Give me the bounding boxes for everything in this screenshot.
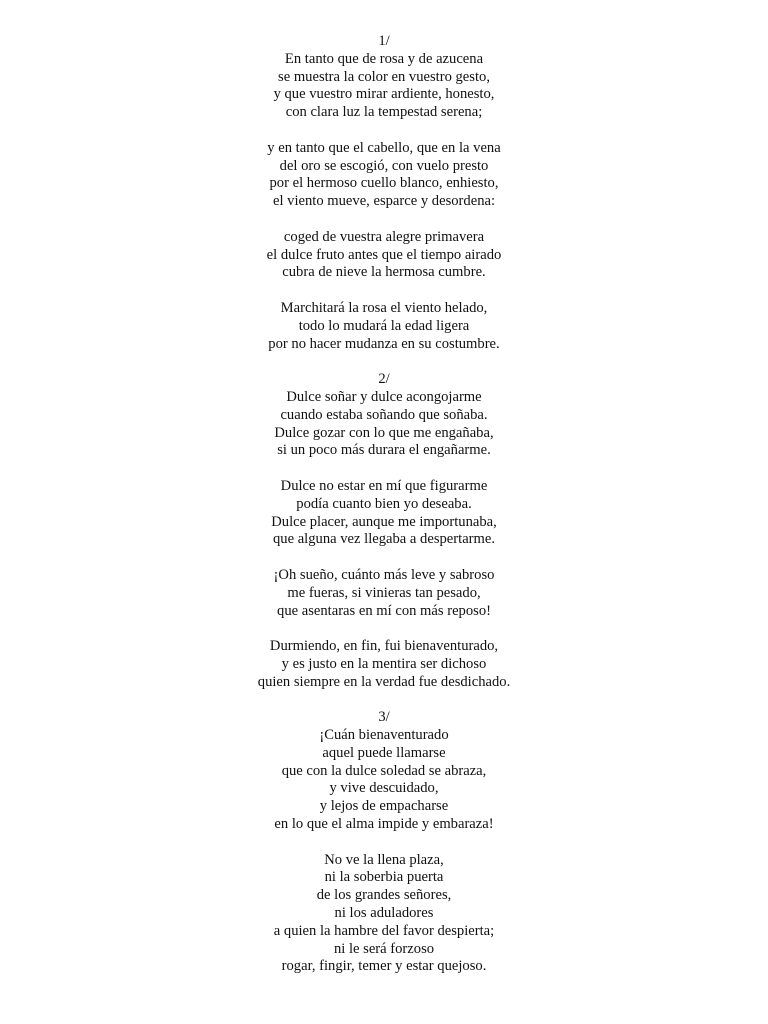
stanza [0,852,768,977]
verse-line: cubra de nieve la hermosa cumbre. [282,264,486,281]
verse-line: en lo que el alma impide y embaraza! [274,816,494,833]
verse-line: de los grandes señores, [316,887,452,904]
verse-line: y que vuestro mirar ardiente, honesto, [273,86,495,103]
verse-line: el dulce fruto antes que el tiempo airado [266,246,502,263]
verse-line: Dulce no estar en mí que figurarme [280,477,488,494]
stanza [0,51,768,122]
verse-line: que con la dulce soledad se abraza, [281,762,487,779]
stanza [0,229,768,282]
verse-line: coged de vuestra alegre primavera [283,228,485,245]
verse-line: ni los aduladores [334,905,434,922]
poem-2 [0,371,768,691]
poem-number: 3/ [378,709,390,726]
verse-line: a quien la hambre del favor despierta; [273,922,495,939]
verse-line: Dulce soñar y dulce acongojarme [286,388,482,405]
verse-line: si un poco más durara el engañarme. [277,442,491,459]
verse-line: me fueras, si vinieras tan pesado, [287,584,481,601]
stanza [0,300,768,353]
verse-line: cuando estaba soñando que soñaba. [280,406,488,423]
verse-line: que alguna vez llegaba a despertarme. [272,531,496,548]
verse-line: que asentaras en mí con más reposo! [277,602,491,619]
verse-line: ¡Cuán bienaventurado [319,727,449,744]
verse-line: Dulce placer, aunque me importunaba, [271,513,497,530]
stanza [0,478,768,549]
verse-line: con clara luz la tempestad serena; [285,104,483,121]
stanza [0,567,768,620]
verse-line: el viento mueve, esparce y desordena: [272,193,496,210]
verse-line: rogar, fingir, temer y estar quejoso. [281,958,487,975]
stanza [0,638,768,691]
poem-number: 1/ [378,33,390,49]
verse-line: por el hermoso cuello blanco, enhiesto, [269,175,499,192]
verse-line: En tanto que de rosa y de azucena [284,50,484,67]
verse-line: se muestra la color en vuestro gesto, [278,68,490,85]
verse-line: Durmiendo, en fin, fui bienaventurado, [269,638,499,655]
verse-line: podía cuanto bien yo deseaba. [296,495,472,512]
verse-line: y lejos de empacharse [319,798,449,815]
verse-line: Marchitará la rosa el viento helado, [280,299,488,316]
poem-number: 2/ [378,371,390,388]
poem-1 [0,33,768,353]
verse-line: todo lo mudará la edad ligera [298,317,470,334]
verse-line: ni la soberbia puerta [324,869,444,886]
verse-line: del oro se escogió, con vuelo presto [279,157,489,174]
stanza [0,140,768,211]
verse-line: y es justo en la mentira ser dichoso [281,655,487,672]
verse-line: y vive descuidado, [329,780,439,797]
verse-line: Dulce gozar con lo que me engañaba, [274,424,494,441]
verse-line: ¡Oh sueño, cuánto más leve y sabroso [273,566,495,583]
stanza [0,389,768,460]
verse-line: por no hacer mudanza en su costumbre. [268,335,500,352]
stanza [0,727,768,834]
verse-line: ni le será forzoso [333,940,435,957]
verse-line: y en tanto que el cabello, que en la vena [267,139,501,156]
poem-3 [0,709,768,976]
verse-line: No ve la llena plaza, [324,851,444,868]
document-page [0,33,768,994]
verse-line: aquel puede llamarse [322,744,446,761]
verse-line: quien siempre en la verdad fue desdichado. [257,673,511,690]
